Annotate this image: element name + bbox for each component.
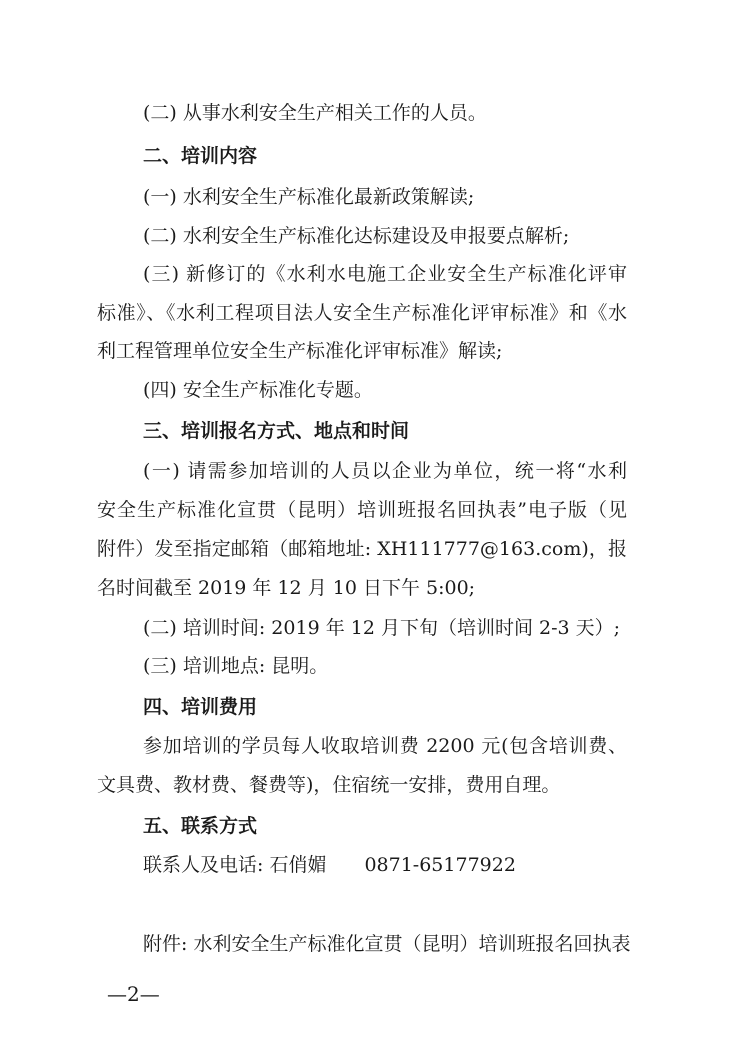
content-item-3-line-3: 利工程管理单位安全生产标准化评审标准》解读; (97, 340, 503, 362)
fee-line-1: 参加培训的学员每人收取培训费 2200 元(包含培训费、 (143, 735, 627, 757)
section-heading-3: 三、培训报名方式、地点和时间 (143, 420, 410, 442)
page-number: —2— (107, 982, 160, 1006)
content-item-4: (四) 安全生产标准化专题。 (143, 379, 373, 401)
registration-item-2: (二) 培训时间: 2019 年 12 月下旬（培训时间 2-3 天）; (143, 617, 621, 639)
content-item-2: (二) 水利安全生产标准化达标建设及申报要点解析; (143, 225, 570, 247)
registration-item-1-line-4: 名时间截至 2019 年 12 月 10 日下午 5:00; (97, 577, 476, 599)
content-item-3-line-2: 标准》、《水利工程项目法人安全生产标准化评审标准》和《水 (97, 302, 627, 324)
registration-item-1-line-1: (一) 请需参加培训的人员以企业为单位，统一将“水利 (143, 460, 627, 482)
section-heading-2: 二、培训内容 (143, 145, 258, 167)
content-item-3-line-1: (三) 新修订的《水利水电施工企业安全生产标准化评审 (143, 263, 627, 285)
registration-item-3: (三) 培训地点: 昆明。 (143, 655, 329, 677)
attachment-note: 附件: 水利安全生产标准化宣贯（昆明）培训班报名回执表 (143, 933, 631, 955)
section-heading-5: 五、联系方式 (143, 815, 258, 837)
content-item-1: (一) 水利安全生产标准化最新政策解读; (143, 186, 475, 208)
fee-line-2: 文具费、教材费、餐费等)，住宿统一安排，费用自理。 (97, 774, 561, 796)
contact-line: 联系人及电话: 石俏媚 0871-65177922 (143, 854, 516, 876)
registration-item-1-line-2: 安全生产标准化宣贯（昆明）培训班报名回执表”电子版（见 (97, 499, 627, 521)
section-heading-4: 四、培训费用 (143, 696, 258, 718)
registration-item-1-line-3: 附件）发至指定邮箱（邮箱地址: XH111777@163.com)，报 (97, 538, 627, 560)
item-2-2: (二) 从事水利安全生产相关工作的人员。 (143, 102, 487, 124)
